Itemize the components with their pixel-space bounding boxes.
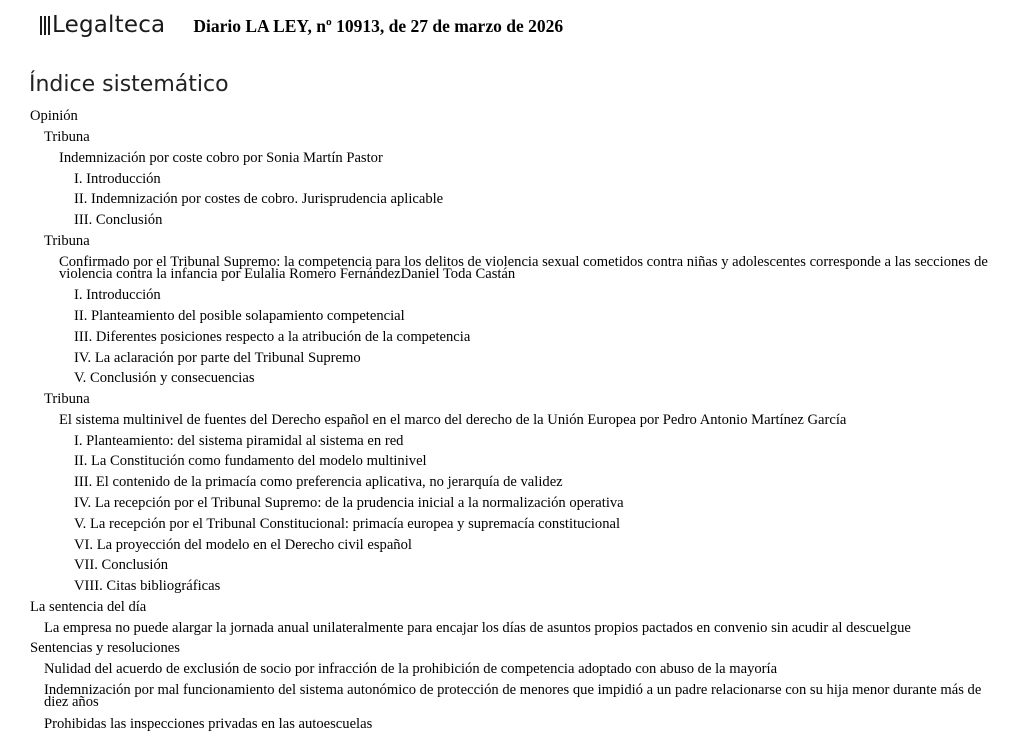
toc-subsection[interactable]: I. Planteamiento: del sistema piramidal al sistema en red bbox=[74, 433, 404, 449]
toc-subsection[interactable]: IV. La aclaración por parte del Tribunal Supremo bbox=[74, 350, 361, 366]
toc-item[interactable]: Nulidad del acuerdo de exclusión de socio por infracción de la prohibición de competencia adoptado con abuso de la mayoría bbox=[44, 661, 778, 677]
toc-article-title[interactable]: El sistema multinivel de fuentes del Derecho español en el marco del derecho de la Unión Europea por Pedro Antonio Martínez García bbox=[59, 412, 847, 428]
toc-subsection[interactable]: VIII. Citas bibliográficas bbox=[74, 578, 221, 594]
toc-subsection[interactable]: III. Conclusión bbox=[74, 212, 163, 228]
toc-subsection[interactable]: VI. La proyección del modelo en el Derecho civil español bbox=[74, 537, 412, 553]
toc-subsection[interactable]: II. La Constitución como fundamento del modelo multinivel bbox=[74, 453, 427, 469]
toc-subsection[interactable]: V. Conclusión y consecuencias bbox=[74, 370, 255, 386]
toc-subsection[interactable]: VII. Conclusión bbox=[74, 557, 169, 573]
toc-section-opinion[interactable]: Opinión bbox=[30, 108, 78, 124]
toc-tribuna[interactable]: Tribuna bbox=[44, 391, 90, 407]
toc-item[interactable]: Prohibidas las inspecciones privadas en las autoescuelas bbox=[44, 716, 373, 732]
toc-item[interactable]: La empresa no puede alargar la jornada anual unilateralmente para encajar los días de asuntos propios pactados en convenio sin acudir al descuelgue bbox=[44, 620, 911, 636]
toc-subsection[interactable]: V. La recepción por el Tribunal Constitucional: primacía europea y supremacía constitucional bbox=[74, 516, 621, 532]
issue-title: Diario LA LEY, nº 10913, de 27 de marzo de 2026 bbox=[193, 15, 564, 36]
toc-subsection[interactable]: III. Diferentes posiciones respecto a la atribución de la competencia bbox=[74, 329, 471, 345]
toc-subsection[interactable]: IV. La recepción por el Tribunal Supremo: de la prudencia inicial a la normalización operativa bbox=[74, 495, 624, 511]
toc-tribuna[interactable]: Tribuna bbox=[44, 233, 90, 249]
toc-tribuna[interactable]: Tribuna bbox=[44, 129, 90, 145]
toc-subsection[interactable]: III. El contenido de la primacía como preferencia aplicativa, no jerarquía de validez bbox=[74, 474, 563, 490]
toc-subsection[interactable]: I. Introducción bbox=[74, 287, 161, 303]
toc-article-title[interactable]: Indemnización por coste cobro por Sonia Martín Pastor bbox=[59, 150, 383, 166]
toc-section-sentencias[interactable]: Sentencias y resoluciones bbox=[30, 640, 180, 656]
logo-text: Legalteca bbox=[52, 12, 166, 38]
logo-bars-icon bbox=[40, 16, 50, 35]
legalteca-logo[interactable] bbox=[40, 12, 165, 38]
toc-subsection[interactable]: II. Indemnización por costes de cobro. Jurisprudencia aplicable bbox=[74, 191, 444, 207]
page-title: Índice sistemático bbox=[29, 72, 229, 97]
toc-section-sentencia-del-dia[interactable]: La sentencia del día bbox=[30, 599, 147, 615]
toc-subsection[interactable]: II. Planteamiento del posible solapamiento competencial bbox=[74, 308, 405, 324]
header bbox=[40, 8, 563, 42]
toc-subsection[interactable]: I. Introducción bbox=[74, 171, 161, 187]
toc-item[interactable]: Indemnización por mal funcionamiento del sistema autonómico de protección de menores que impidió a un padre relacionarse con su hija menor durante más de diez años bbox=[44, 682, 982, 710]
toc-article-title[interactable]: Confirmado por el Tribunal Supremo: la competencia para los delitos de violencia sexual cometidos contra niñas y adolescentes corresponde a las secciones de violencia contra la infancia por Eulalia Romero FernándezDaniel Toda Castán bbox=[59, 254, 988, 282]
